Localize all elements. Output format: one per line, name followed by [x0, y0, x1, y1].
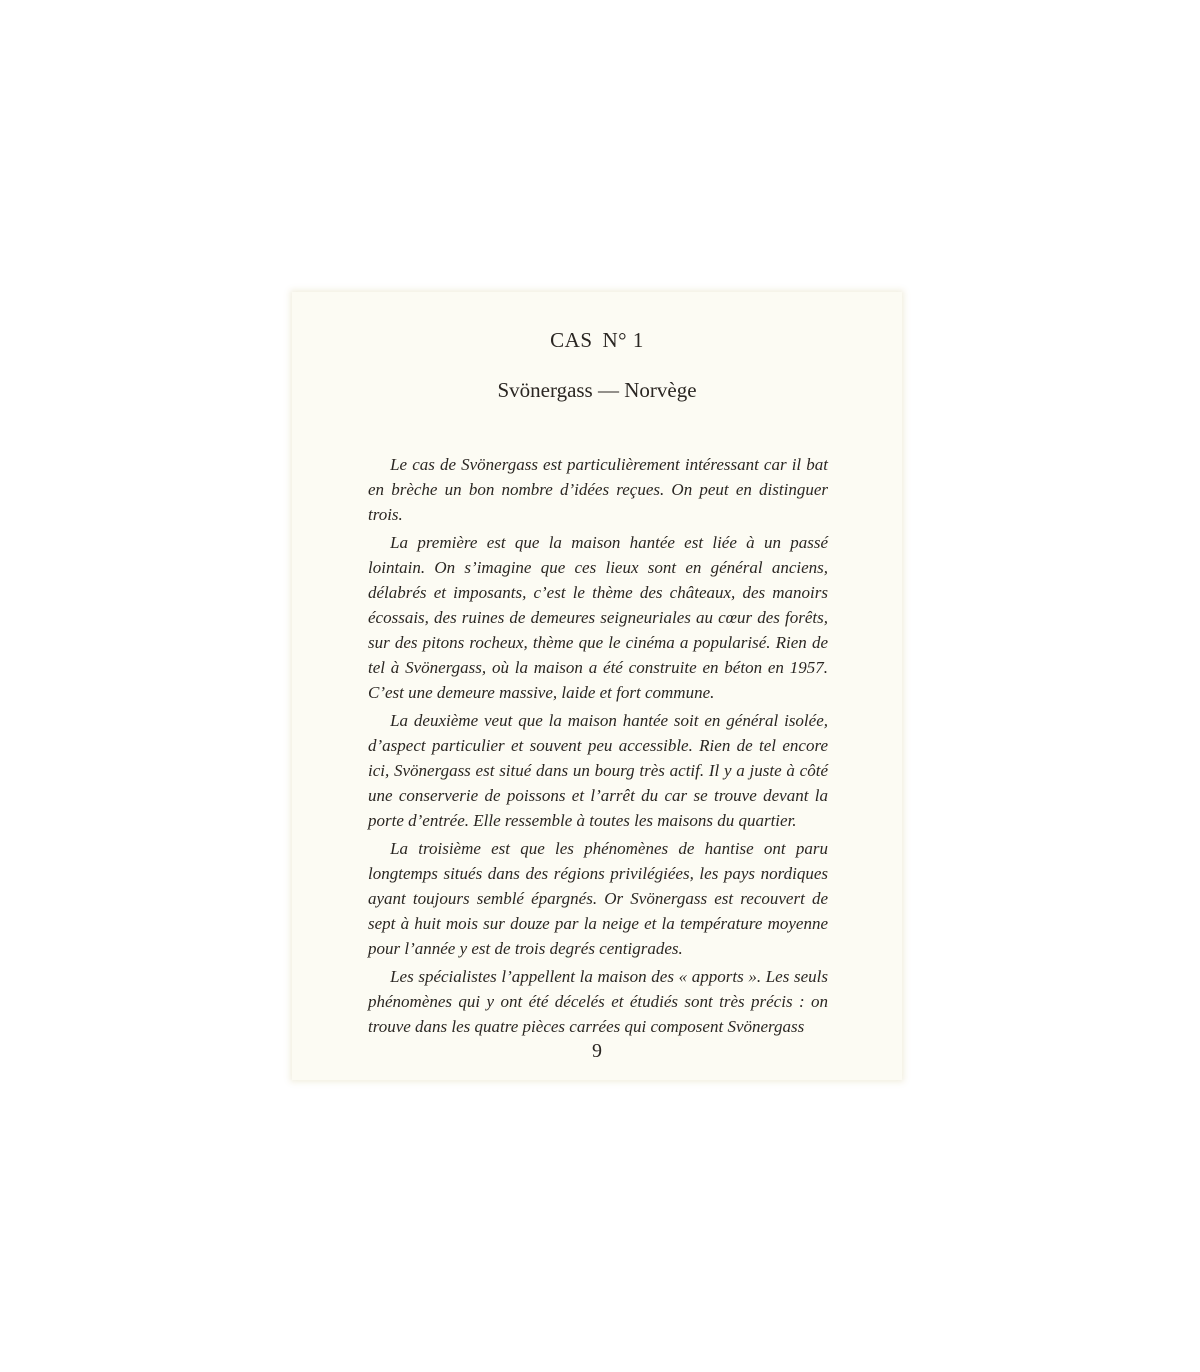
book-page	[292, 292, 902, 1080]
paragraph-intro: Le cas de Svönergass est particulièrement intéressant car il bat en brèche un bon nombre d’idées reçues. On peut en distinguer trois.	[368, 455, 828, 524]
case-title	[292, 328, 902, 353]
case-subtitle: Svönergass — Norvège	[497, 378, 697, 402]
paragraph-third: La troisième est que les phénomènes de hantise ont paru longtemps situés dans des régions privilégiées, les pays nordiques ayant toujours semblé épargnés. Or Svönergass est recouvert de sept à huit mois sur douze par la neige et la température moyenne pour l’année y est de trois degrés centigrades.	[368, 839, 828, 958]
page-number: 9	[592, 1040, 602, 1062]
body-text	[368, 452, 828, 1042]
paragraph-apports: Les spécialistes l’appellent la maison des « apports ». Les seuls phénomènes qui y ont été décelés et étudiés sont très précis : on trouve dans les quatre pièces carrées qui composent Svönergass	[368, 967, 828, 1036]
paragraph-second: La deuxième veut que la maison hantée soit en général isolée, d’aspect particulier et souvent peu accessible. Rien de tel encore ici, Svönergass est situé dans un bourg très actif. Il y a juste à côté une conserverie de poissons et l’arrêt du car se trouve devant la porte d’entrée. Elle ressemble à toutes les maisons du quartier.	[368, 711, 828, 830]
case-label: CAS	[550, 328, 593, 352]
paragraph-first: La première est que la maison hantée est liée à un passé lointain. On s’imagine que ces lieux sont en général anciens, délabrés et imposants, c’est le thème des châteaux, des manoirs écossais, des ruines de demeures seigneuriales au cœur des forêts, sur des pitons rocheux, thème que le cinéma a popularisé. Rien de tel à Svönergass, où la maison a été construite en béton en 1957. C’est une demeure massive, laide et fort commune.	[368, 533, 828, 702]
case-number: N° 1	[602, 328, 644, 352]
